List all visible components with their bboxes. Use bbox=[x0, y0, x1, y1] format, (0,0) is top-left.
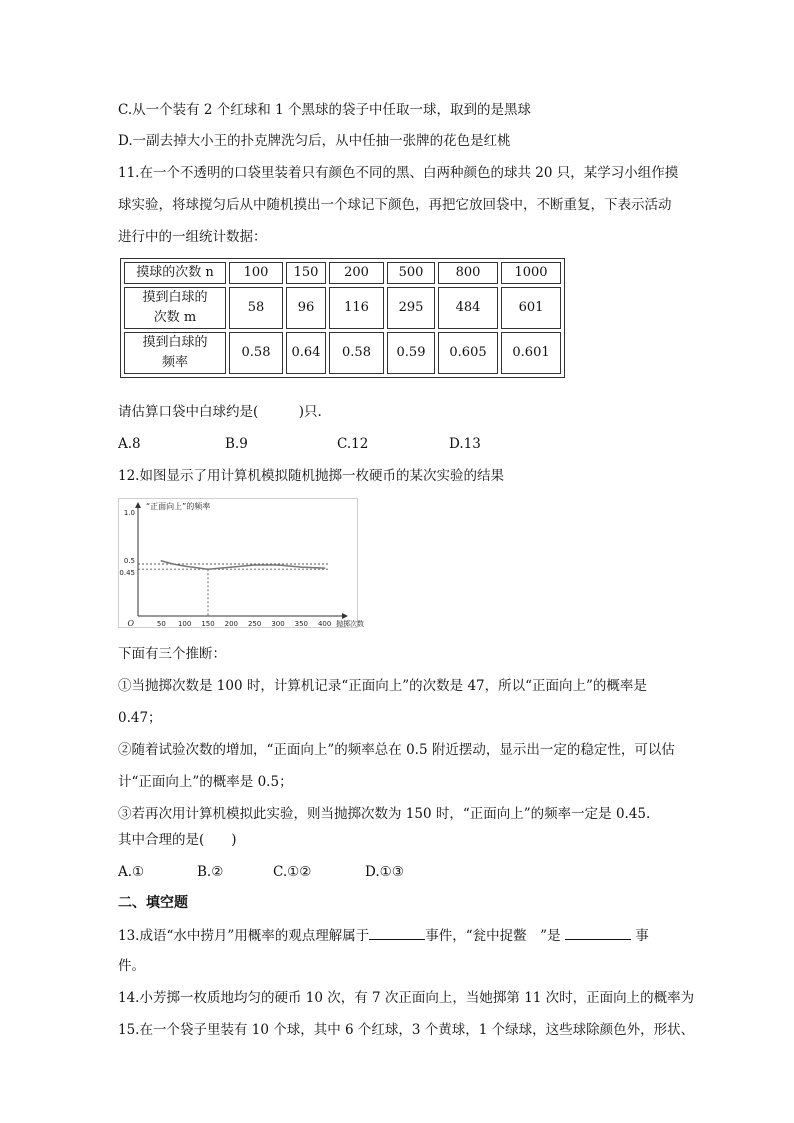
table-cell bbox=[124, 332, 226, 374]
origin-label: O bbox=[127, 619, 134, 628]
inference-2-a: ②随着试验次数的增加，“正面向上”的频率总在 0.5 附近摆动，显示出一定的稳定性，可以估 bbox=[118, 742, 675, 758]
table-cell: 58 bbox=[229, 287, 283, 329]
table-cell: 295 bbox=[387, 287, 435, 329]
q11-option-a: A.8 bbox=[118, 436, 141, 452]
q12-question: 其中合理的是( ) bbox=[118, 832, 237, 848]
stats-table bbox=[120, 258, 565, 378]
q13-text-b: 事件，“瓮中捉鳖 ”是 bbox=[425, 928, 561, 944]
series-point bbox=[184, 565, 186, 567]
x-tick-label: 300 bbox=[271, 620, 285, 628]
q13-line-1 bbox=[118, 925, 649, 946]
table-cell: 0.601 bbox=[501, 332, 561, 374]
q12-option-b: B.② bbox=[197, 864, 224, 880]
table-head-line: 次数 m bbox=[153, 310, 197, 325]
inference-intro: 下面有三个推断： bbox=[118, 646, 226, 662]
q12-option-c: C.①② bbox=[273, 864, 312, 880]
table-cell: 601 bbox=[501, 287, 561, 329]
chart-title: “正面向上”的频率 bbox=[146, 502, 211, 511]
section-heading: 二、填空题 bbox=[118, 895, 188, 911]
x-tick-label: 200 bbox=[224, 620, 239, 628]
series-point bbox=[161, 560, 163, 562]
q12-text-1: 12.如图显示了用计算机模拟随机抛掷一枚硬币的某次实验的结果 bbox=[118, 468, 504, 484]
table-cell: 100 bbox=[229, 262, 283, 284]
table-row bbox=[124, 262, 561, 284]
q12-option-a: A.① bbox=[118, 864, 145, 880]
q12-option-d: D.①③ bbox=[365, 864, 404, 880]
chart-frame bbox=[119, 499, 358, 628]
table-cell: 200 bbox=[329, 262, 384, 284]
series-point bbox=[172, 563, 174, 565]
table-cell: 484 bbox=[438, 287, 498, 329]
x-tick-label: 100 bbox=[177, 620, 192, 628]
q11-text-2: 球实验，将球搅匀后从中随机摸出一个球记下颜色，再把它放回袋中，不断重复，下表示活动 bbox=[118, 197, 672, 213]
frequency-chart bbox=[118, 498, 364, 628]
x-axis-label: 抛掷次数 bbox=[336, 620, 364, 628]
x-tick-label: 350 bbox=[294, 620, 309, 628]
table-cell: 116 bbox=[329, 287, 384, 329]
q11-option-b: B.9 bbox=[225, 436, 248, 452]
series-point bbox=[231, 566, 233, 568]
table-cell: 150 bbox=[286, 262, 326, 284]
table-cell bbox=[124, 287, 226, 329]
q13-text-c: 事 bbox=[635, 928, 649, 944]
table-cell: 摸球的次数 n bbox=[124, 262, 226, 284]
x-axis-arrow bbox=[342, 613, 348, 619]
inference-3: ③若再次用计算机模拟此实验，则当抛掷次数为 150 时，“正面向上”的频率一定是 0.45. bbox=[118, 806, 651, 822]
q11-option-c: C.12 bbox=[337, 436, 369, 452]
series-point bbox=[301, 566, 303, 568]
table-cell: 96 bbox=[286, 287, 326, 329]
q13-line-2: 件。 bbox=[118, 958, 145, 974]
x-tick-label: 250 bbox=[247, 620, 262, 628]
q15-text: 15.在一个袋子里装有 10 个球，其中 6 个红球，3 个黄球，1 个绿球，这些球除颜色外，形状、 bbox=[118, 1022, 695, 1038]
table-cell: 0.58 bbox=[329, 332, 384, 374]
x-tick-label: 50 bbox=[156, 620, 166, 628]
table-row bbox=[124, 287, 561, 329]
answer-blank bbox=[369, 925, 425, 940]
q11-text-3: 进行中的一组统计数据： bbox=[118, 229, 267, 245]
table-head-line: 摸到白球的 bbox=[142, 290, 208, 305]
x-tick-label: 150 bbox=[201, 620, 215, 628]
frequency-series-line bbox=[161, 561, 324, 569]
y-tick-label: 1.0 bbox=[123, 509, 135, 517]
table-cell: 0.58 bbox=[229, 332, 283, 374]
series-point bbox=[254, 564, 256, 566]
series-point bbox=[207, 568, 209, 570]
table-cell: 0.605 bbox=[438, 332, 498, 374]
inference-1-a: ①当抛掷次数是 100 时，计算机记录“正面向上”的次数是 47，所以“正面向上”的概率是 bbox=[118, 678, 647, 694]
table-cell: 0.64 bbox=[286, 332, 326, 374]
y-axis-arrow bbox=[135, 502, 141, 508]
inference-2-b: 计“正面向上”的概率是 0.5； bbox=[118, 774, 293, 790]
table-cell: 500 bbox=[387, 262, 435, 284]
table-cell: 0.59 bbox=[387, 332, 435, 374]
inference-1-b: 0.47； bbox=[118, 710, 162, 726]
y-tick-label: 0.5 bbox=[123, 557, 135, 565]
q11-question: 请估算口袋中白球约是( )只. bbox=[118, 404, 322, 420]
y-tick-label: 0.45 bbox=[119, 569, 135, 578]
q11-text-1: 11.在一个不透明的口袋里装着只有颜色不同的黑、白两种颜色的球共 20 只，某学习小组作摸 bbox=[118, 165, 679, 181]
series-point bbox=[277, 564, 279, 566]
q11-option-d: D.13 bbox=[449, 436, 481, 452]
answer-blank bbox=[565, 925, 631, 940]
option-d-q10: D.一副去掉大小王的扑克牌洗匀后，从中任抽一张牌的花色是红桃 bbox=[118, 133, 511, 149]
option-c-q10: C.从一个装有 2 个红球和 1 个黑球的袋子中任取一球，取到的是黑球 bbox=[118, 102, 531, 118]
table-head-line: 摸到白球的 bbox=[142, 335, 208, 350]
table-cell: 1000 bbox=[501, 262, 561, 284]
x-tick-label: 400 bbox=[317, 620, 332, 628]
q13-text-a: 13.成语“水中捞月”用概率的观点理解属于 bbox=[118, 928, 370, 944]
q14-text: 14.小芳掷一枚质地均匀的硬币 10 次，有 7 次正面向上，当她掷第 11 次时，正面向上的概率为 bbox=[118, 990, 695, 1006]
table-cell: 800 bbox=[438, 262, 498, 284]
series-point bbox=[324, 567, 326, 569]
table-row bbox=[124, 332, 561, 374]
table-head-line: 频率 bbox=[161, 355, 188, 370]
